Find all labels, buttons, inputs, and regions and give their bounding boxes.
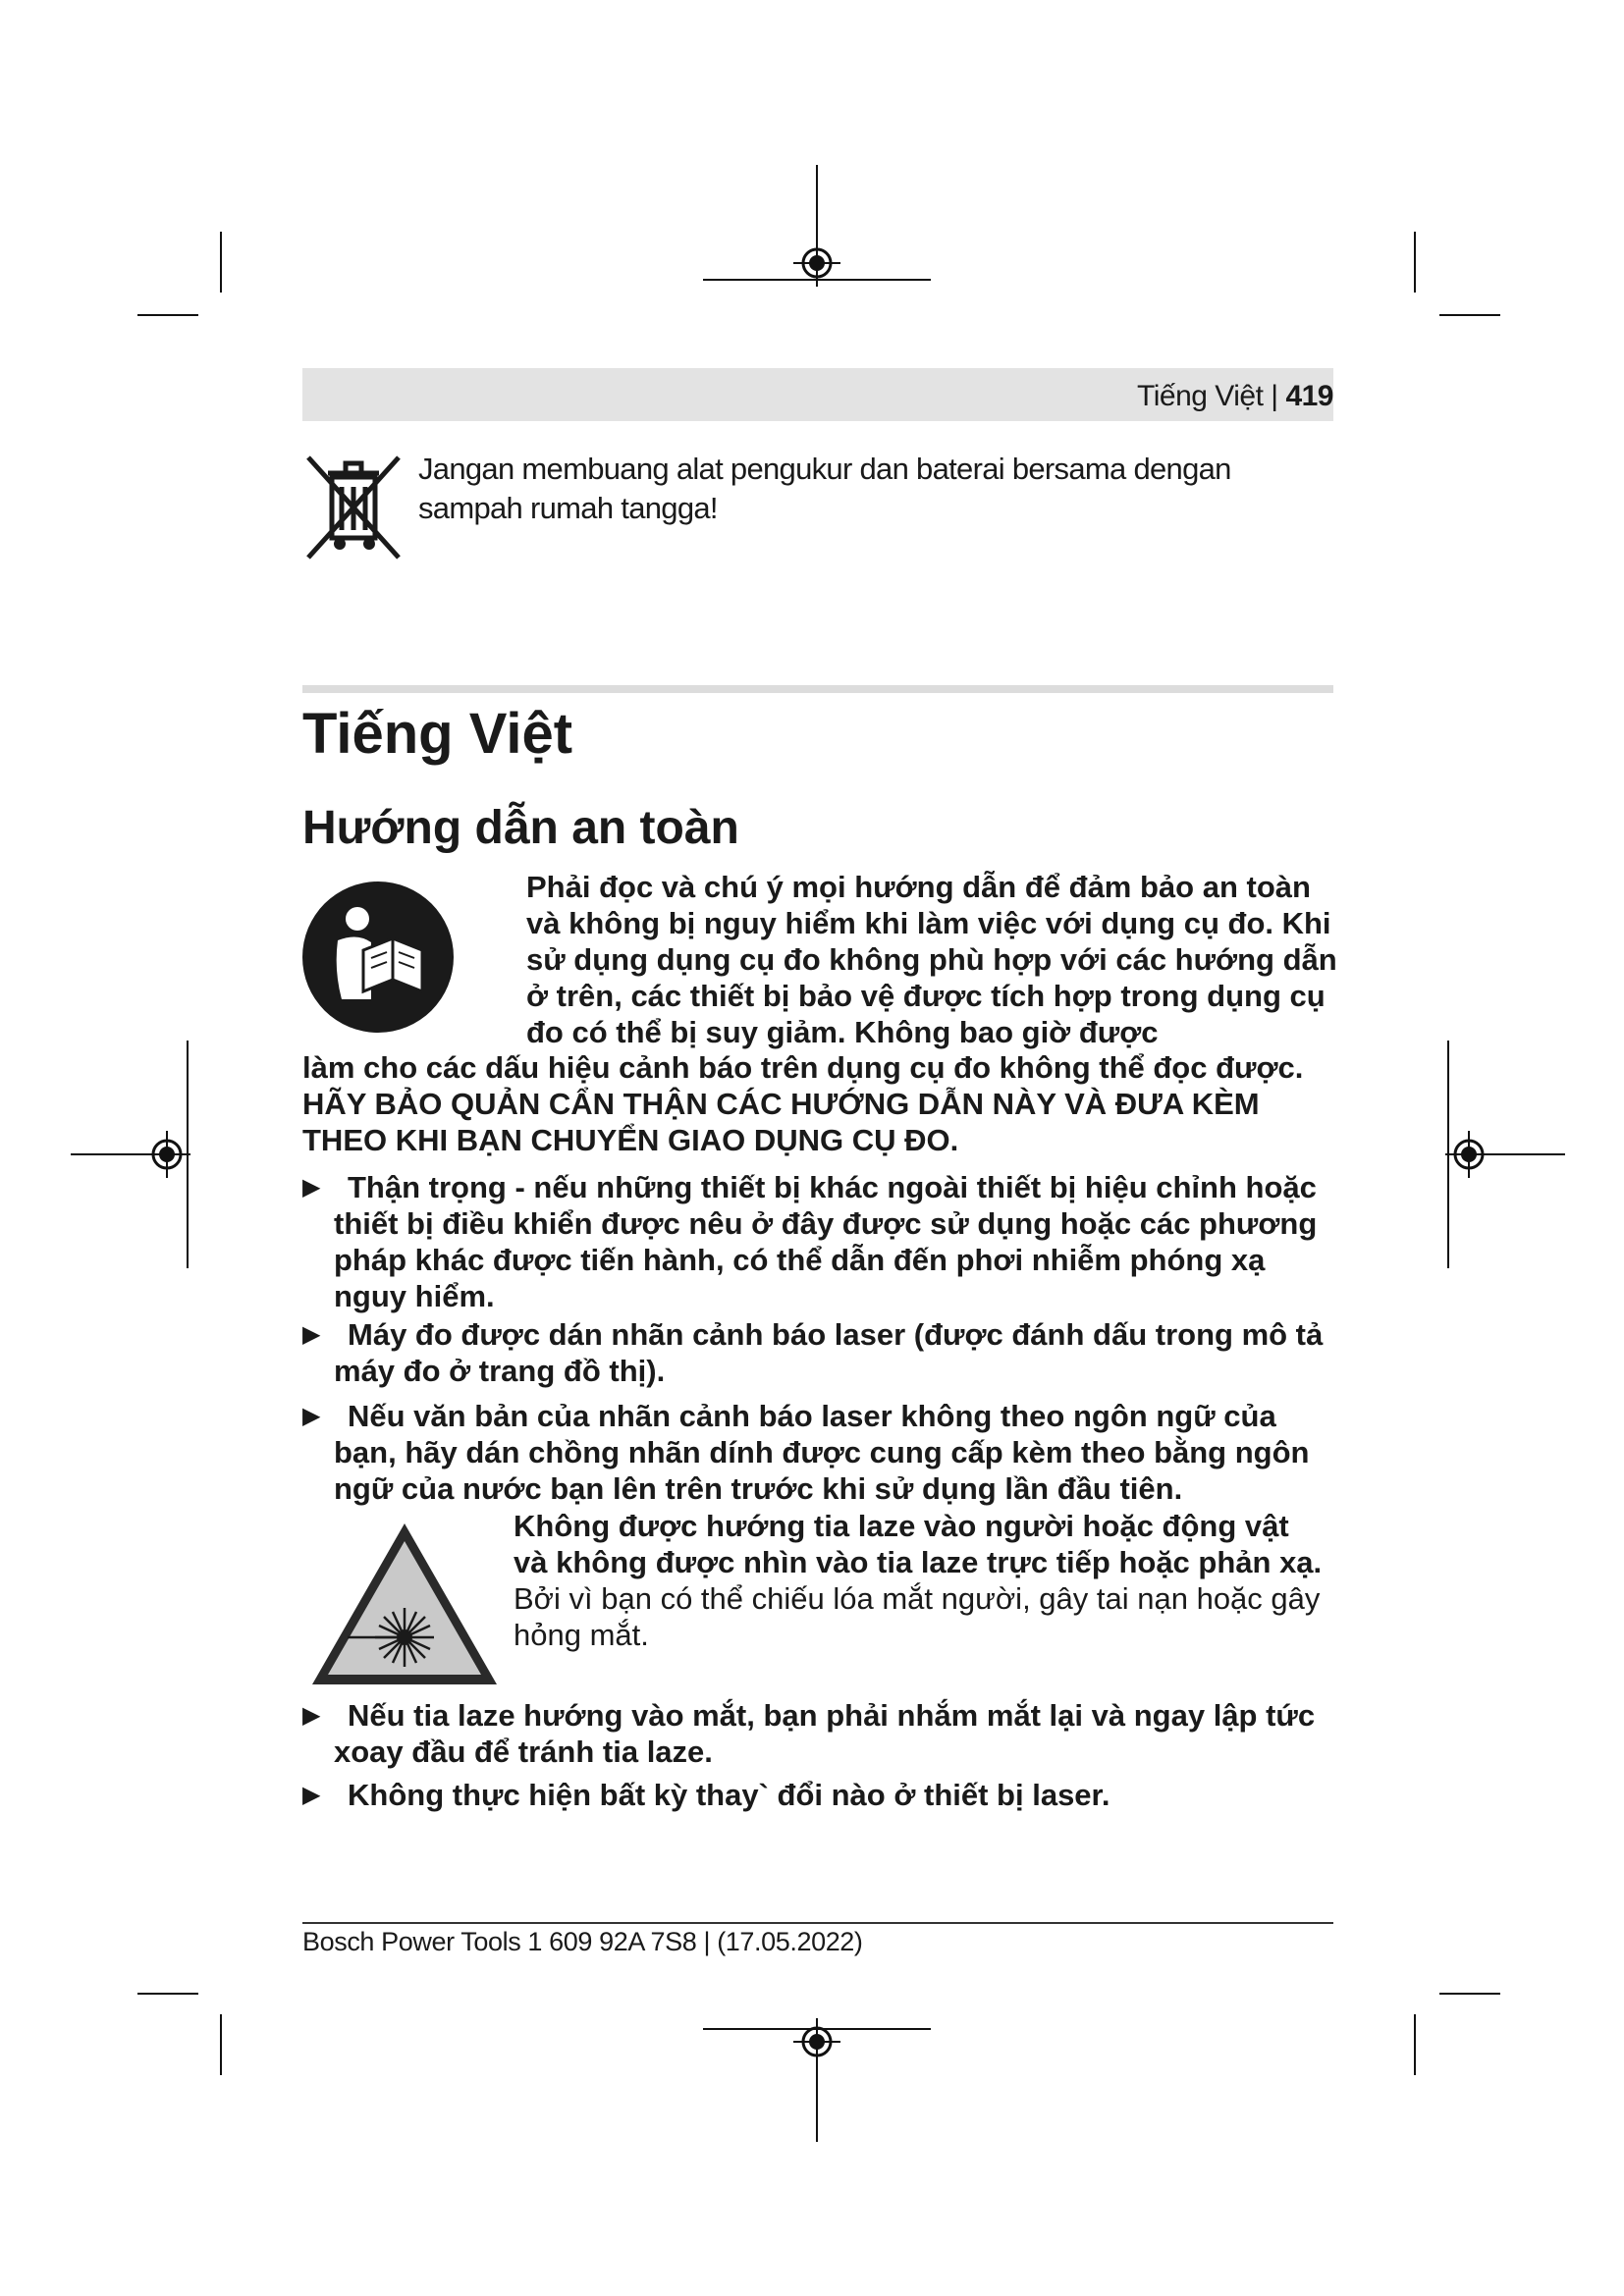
registration-mark-icon xyxy=(793,2018,840,2065)
crop-mark-bottom-right-v xyxy=(1414,2014,1416,2075)
running-header xyxy=(1137,377,1333,416)
registration-mark-icon xyxy=(1445,1131,1492,1178)
bullet-marker: ▶ xyxy=(302,1321,321,1348)
registration-mark-icon xyxy=(793,240,840,287)
section-rule xyxy=(302,685,1333,693)
page-number: 419 xyxy=(1285,380,1333,412)
laser-warning-regular: Bởi vì bạn có thể chiếu lóa mắt người, gây tai nạn hoặc gây hỏng mắt. xyxy=(514,1581,1321,1652)
subsection-title: Hướng dẫn an toàn xyxy=(302,802,739,854)
registration-mark-icon xyxy=(143,1131,190,1178)
crop-mark-bottom-left-h xyxy=(137,1993,198,1995)
crop-mark-bottom-left-v xyxy=(220,2014,222,2075)
crossed-out-wheelie-bin-icon xyxy=(302,452,405,563)
crop-mark-top-left-h xyxy=(137,314,198,316)
list-item xyxy=(302,1169,1343,1314)
bullet-text: Máy đo được dán nhãn cảnh báo laser (được đánh dấu trong mô tả máy đo ở trang đồ thị). xyxy=(334,1317,1324,1388)
header-section: Tiếng Việt xyxy=(1137,380,1264,412)
bullet-marker: ▶ xyxy=(302,1403,321,1429)
bullet-text: Không thực hiện bất kỳ thay` đổi nào ở thiết bị laser. xyxy=(348,1778,1110,1812)
crop-mark-top-right-v xyxy=(1414,232,1416,293)
laser-warning-triangle-icon xyxy=(308,1520,501,1688)
laser-warning-bold: Không được hướng tia laze vào người hoặc động vật và không được nhìn vào tia laze trực tiếp hoặc phản xạ. xyxy=(514,1509,1323,1579)
intro-text-full-width: làm cho các dấu hiệu cảnh báo trên dụng cụ đo không thể đọc được. HÃY BẢO QUẢN CẨN THẬN CÁC HƯỚNG DẪN NÀY VÀ ĐƯA KÈM THEO KHI BẠN CHUYỂN GIAO DỤNG CỤ ĐO. xyxy=(302,1050,1304,1157)
header-separator: | xyxy=(1271,380,1278,412)
bullet-text: Thận trọng - nếu những thiết bị khác ngoài thiết bị hiệu chỉnh hoặc thiết bị điều khiển được nêu ở đây được sử dụng hoặc các phương pháp khác được tiến hành, có thể dẫn đến phơi nhiễm phóng xạ nguy hiểm. xyxy=(334,1170,1318,1313)
intro-text-beside-icon: Phải đọc và chú ý mọi hướng dẫn để đảm bảo an toàn và không bị nguy hiểm khi làm việc với dụng cụ đo. Khi sử dụng dụng cụ đo không phù hợp với các hướng dẫn ở trên, các thiết bị bảo vệ được tích hợp trong dụng cụ đo có thể bị suy giảm. Không bao giờ được xyxy=(526,870,1337,1049)
crop-mark-top-right-h xyxy=(1439,314,1500,316)
laser-warning-text xyxy=(514,1508,1328,1653)
bullet-marker: ▶ xyxy=(302,1174,321,1201)
list-item xyxy=(302,1777,1343,1813)
crop-mark-bottom-right-h xyxy=(1439,1993,1500,1995)
crop-mark-top-left-v xyxy=(220,232,222,293)
list-item xyxy=(302,1697,1343,1770)
list-item xyxy=(302,1316,1343,1389)
bullet-marker: ▶ xyxy=(302,1702,321,1729)
read-manual-icon xyxy=(302,881,454,1033)
bullet-text: Nếu văn bản của nhãn cảnh báo laser không theo ngôn ngữ của bạn, hãy dán chồng nhãn dính được cung cấp kèm theo bằng ngôn ngữ của nước bạn lên trên trước khi sử dụng lần đầu tiên. xyxy=(334,1399,1310,1506)
disposal-notice-text: Jangan membuang alat pengukur dan baterai bersama dengan sampah rumah tangga! xyxy=(418,452,1231,525)
list-item xyxy=(302,1398,1343,1507)
bullet-marker: ▶ xyxy=(302,1782,321,1808)
bullet-text: Nếu tia laze hướng vào mắt, bạn phải nhắm mắt lại và ngay lập tức xoay đầu để tránh tia laze. xyxy=(334,1698,1316,1769)
footer-text: Bosch Power Tools 1 609 92A 7S8 | (17.05.2022) xyxy=(302,1927,863,1956)
section-title: Tiếng Việt xyxy=(302,702,573,766)
